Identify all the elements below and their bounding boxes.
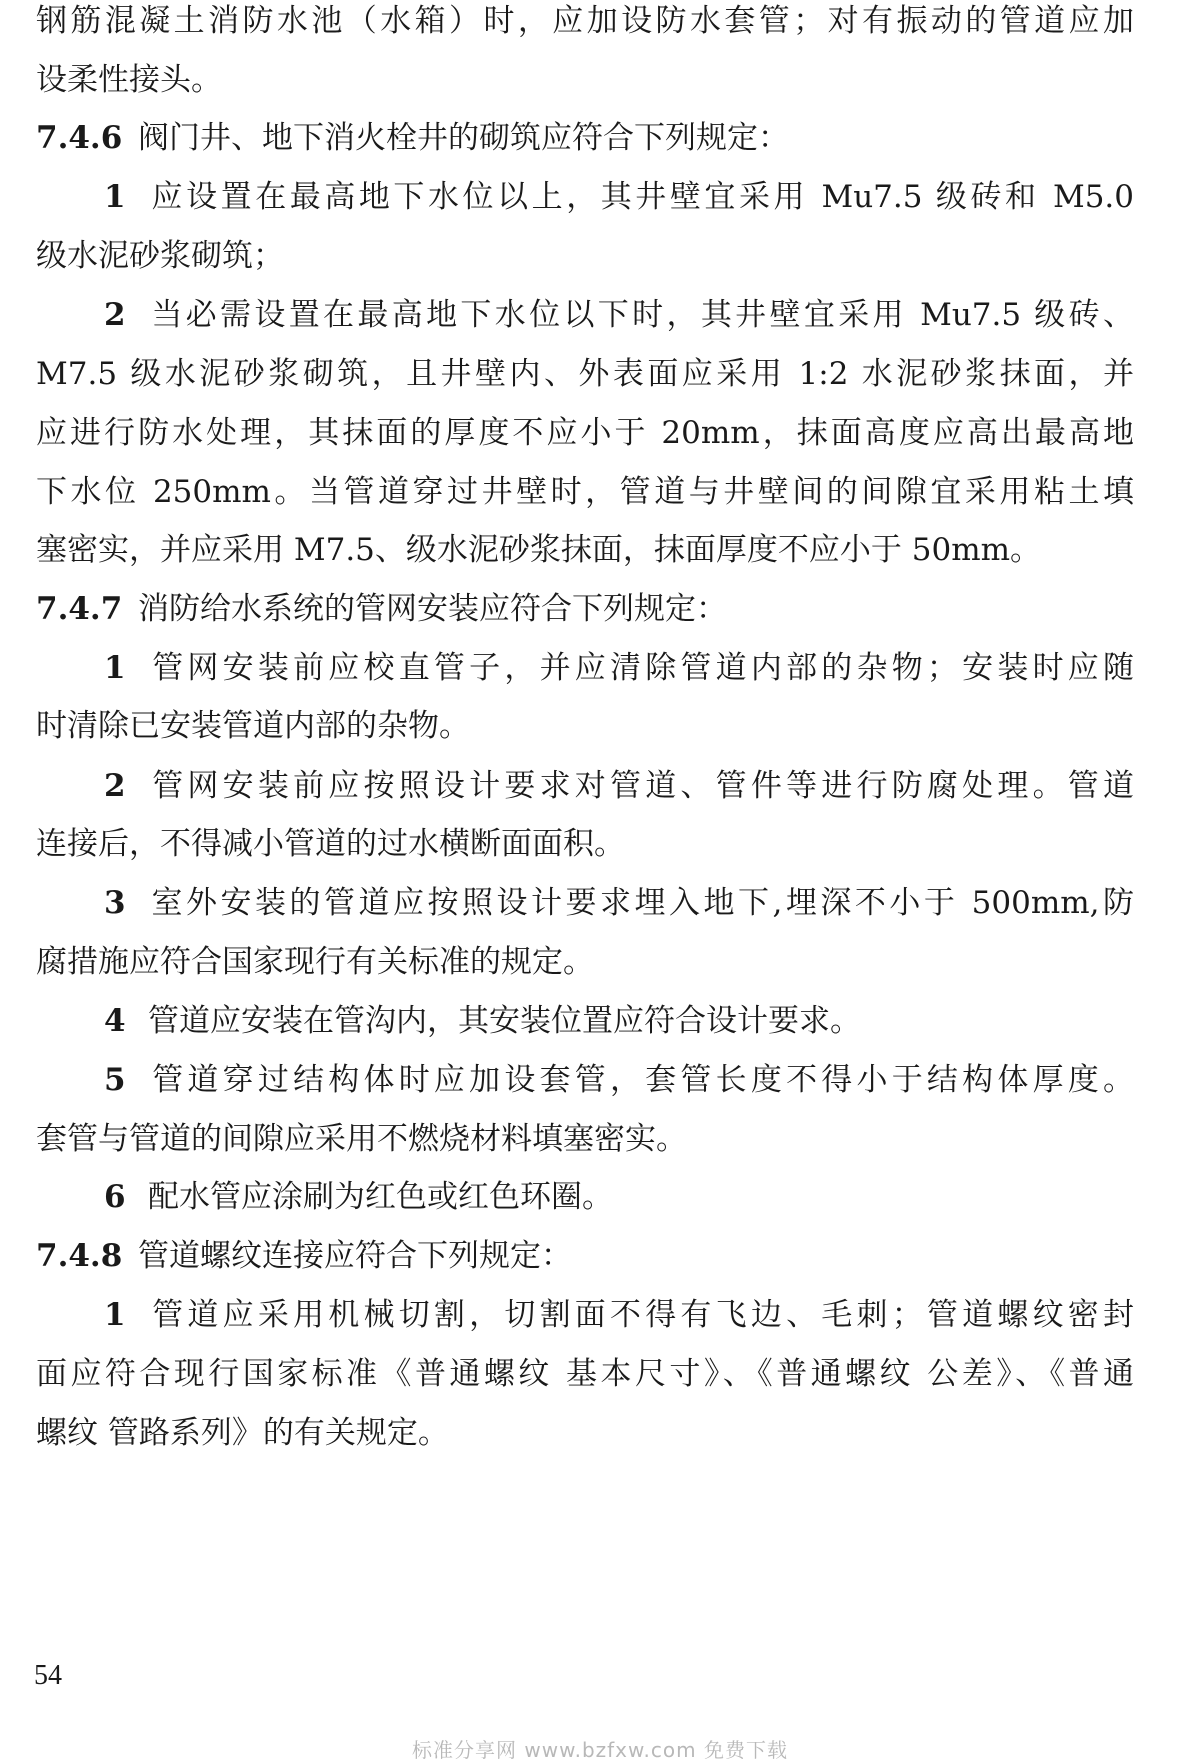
watermark: 标准分享网 www.bzfxw.com 免费下载 [412,1738,788,1762]
section-heading-7-4-6: 7.4.6 阀门井、地下消火栓井的砌筑应符合下列规定： [36,108,789,168]
list-item-1: 1 应设置在最高地下水位以上，其井壁宜采用 Mu7.5 级砖和 M5.0 [104,167,1134,227]
section-number: 7.4.6 [36,120,123,156]
section-heading-7-4-8: 7.4.8 管道螺纹连接应符合下列规定： [36,1226,572,1286]
paragraph-line: 腐措施应符合国家现行有关标准的规定。 [36,944,594,980]
paragraph-line: 连接后，不得减小管道的过水横断面面积。 [36,826,625,862]
item-number: 1 [104,179,126,215]
paragraph-line: 时清除已安装管道内部的杂物。 [36,708,470,744]
list-item-5: 5 管道穿过结构体时应加设套管，套管长度不得小于结构体厚度。 [104,1050,1134,1110]
item-number: 5 [104,1062,126,1098]
item-number: 4 [104,1003,126,1039]
paragraph-line: 塞密实，并应采用 M7.5、级水泥砂浆抹面，抹面厚度不应小于 50mm。 [36,532,1041,568]
list-item-3: 3 室外安装的管道应按照设计要求埋入地下,埋深不小于 500mm,防 [104,873,1134,933]
list-item-2: 2 当必需设置在最高地下水位以下时，其井壁宜采用 Mu7.5 级砖、 [104,285,1134,345]
item-number: 1 [104,650,126,686]
paragraph-line: 面应符合现行国家标准《普通螺纹 基本尺寸》、《普通螺纹 公差》、《普通 [36,1356,1134,1392]
paragraph-line: 套管与管道的间隙应采用不燃烧材料填塞密实。 [36,1121,687,1157]
paragraph-line: 级水泥砂浆砌筑； [36,238,284,274]
list-item-6: 6 配水管应涂刷为红色或红色环圈。 [104,1167,1134,1227]
paragraph-line: 应进行防水处理，其抹面的厚度不应小于 20mm，抹面高度应高出最高地 [36,415,1134,451]
paragraph-line: M7.5 级水泥砂浆砌筑，且井壁内、外表面应采用 1:2 水泥砂浆抹面，并 [36,356,1134,392]
paragraph-line: 螺纹 管路系列》的有关规定。 [36,1415,449,1451]
item-number: 6 [104,1179,126,1215]
list-item-1: 1 管网安装前应校直管子，并应清除管道内部的杂物；安装时应随 [104,638,1134,698]
paragraph-line: 钢筋混凝土消防水池（水箱）时，应加设防水套管；对有振动的管道应加 [36,3,1134,39]
list-item-1: 1 管道应采用机械切割，切割面不得有飞边、毛刺；管道螺纹密封 [104,1285,1134,1345]
item-number: 2 [104,768,126,804]
section-heading-7-4-7: 7.4.7 消防给水系统的管网安装应符合下列规定： [36,579,727,639]
list-item-4: 4 管道应安装在管沟内，其安装位置应符合设计要求。 [104,991,1134,1051]
paragraph-line: 设柔性接头。 [36,62,222,98]
section-number: 7.4.8 [36,1238,123,1274]
item-number: 1 [104,1297,126,1333]
paragraph-line: 下水位 250mm。当管道穿过井壁时，管道与井壁间的间隙宜采用粘土填 [36,474,1134,510]
section-number: 7.4.7 [36,591,123,627]
page-number: 54 [34,1660,62,1691]
item-number: 2 [104,297,126,333]
list-item-2: 2 管网安装前应按照设计要求对管道、管件等进行防腐处理。管道 [104,756,1134,816]
item-number: 3 [104,885,126,921]
